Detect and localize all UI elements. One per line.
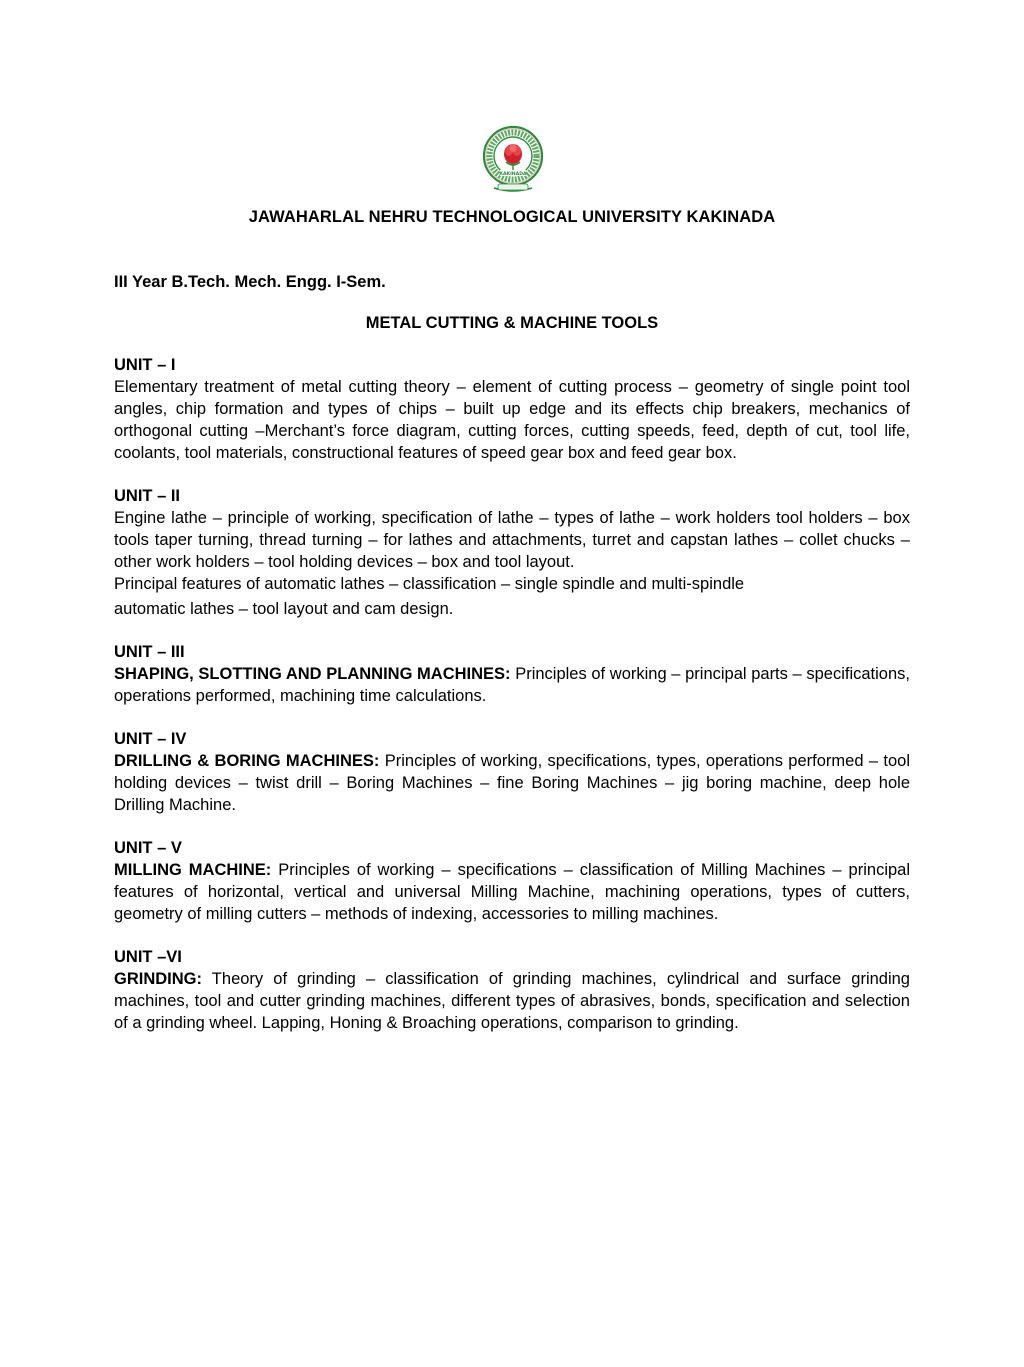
unit-body-text: Principles of working – specifications – classification of Milling Machines – principal features of horizontal, vertical and universal Milling Machine, machining operations, types of cutters, geometry of milling cutters – methods of indexing, accessories to milling machines. xyxy=(114,861,910,923)
unit-topic: MILLING MACHINE: xyxy=(114,861,272,879)
unit-heading: UNIT – II xyxy=(114,487,181,505)
unit-heading: UNIT – I xyxy=(114,356,176,374)
seal-bottom-text: KAKINADA xyxy=(499,172,527,177)
unit-6 xyxy=(114,946,910,1034)
unit-body-extra: automatic lathes – tool layout and cam design. xyxy=(114,600,454,618)
unit-body-text: Theory of grinding – classification of grinding machines, cylindrical and surface grinding machines, tool and cutter grinding machines, different types of abrasives, bonds, specification and selection of a grinding wheel. Lapping, Honing & Broaching operations, comparison to grinding. xyxy=(114,970,910,1032)
unit-heading: UNIT –VI xyxy=(114,948,182,966)
unit-3 xyxy=(114,641,910,707)
unit-1 xyxy=(114,354,910,464)
unit-topic: SHAPING, SLOTTING AND PLANNING MACHINES: xyxy=(114,665,511,683)
university-seal-icon xyxy=(482,118,544,196)
unit-body xyxy=(114,663,910,707)
university-name: JAWAHARLAL NEHRU TECHNOLOGICAL UNIVERSITY KAKINADA xyxy=(248,208,776,226)
unit-heading: UNIT – IV xyxy=(114,730,187,748)
unit-body-text: Elementary treatment of metal cutting theory – element of cutting process – geometry of single point tool angles, chip formation and types of chips – built up edge and its effects chip breakers, mechanics of orthogonal cutting –Merchant’s force diagram, cutting forces, cutting speeds, feed, depth of cut, tool life, coolants, tool materials, constructional features of speed gear box and feed gear box. xyxy=(114,378,910,462)
unit-body-text: Engine lathe – principle of working, specification of lathe – types of lathe – work holders tool holders – box tools taper turning, thread turning – for lathes and attachments, turret and capstan lathes – collet chucks – other work holders – tool holding devices – box and tool layout. xyxy=(114,509,910,571)
unit-topic: DRILLING & BORING MACHINES: xyxy=(114,752,380,770)
year-semester-line: III Year B.Tech. Mech. Engg. I-Sem. xyxy=(114,273,386,291)
unit-body xyxy=(114,968,910,1034)
course-title: METAL CUTTING & MACHINE TOOLS xyxy=(365,314,659,332)
unit-topic: GRINDING: xyxy=(114,970,202,988)
unit-heading: UNIT – V xyxy=(114,839,182,857)
unit-5 xyxy=(114,837,910,925)
unit-body-text: Principles of working, specifications, types, operations performed – tool holding devices – twist drill – Boring Machines – fine Boring Machines – jig boring machine, deep hole Drilling Machine. xyxy=(114,752,910,814)
syllabus-content xyxy=(114,354,910,1055)
unit-body xyxy=(114,376,910,464)
unit-body xyxy=(114,859,910,925)
university-seal-graphic xyxy=(482,118,544,196)
unit-body-text: Principles of working – principal parts – specifications, operations performed, machining time calculations. xyxy=(114,665,910,705)
unit-body xyxy=(114,507,910,573)
unit-4 xyxy=(114,728,910,816)
unit-2 xyxy=(114,485,910,620)
unit-body-extra: Principal features of automatic lathes – classification – single spindle and multi-spindle xyxy=(114,575,745,593)
unit-heading: UNIT – III xyxy=(114,643,185,661)
unit-body xyxy=(114,750,910,816)
